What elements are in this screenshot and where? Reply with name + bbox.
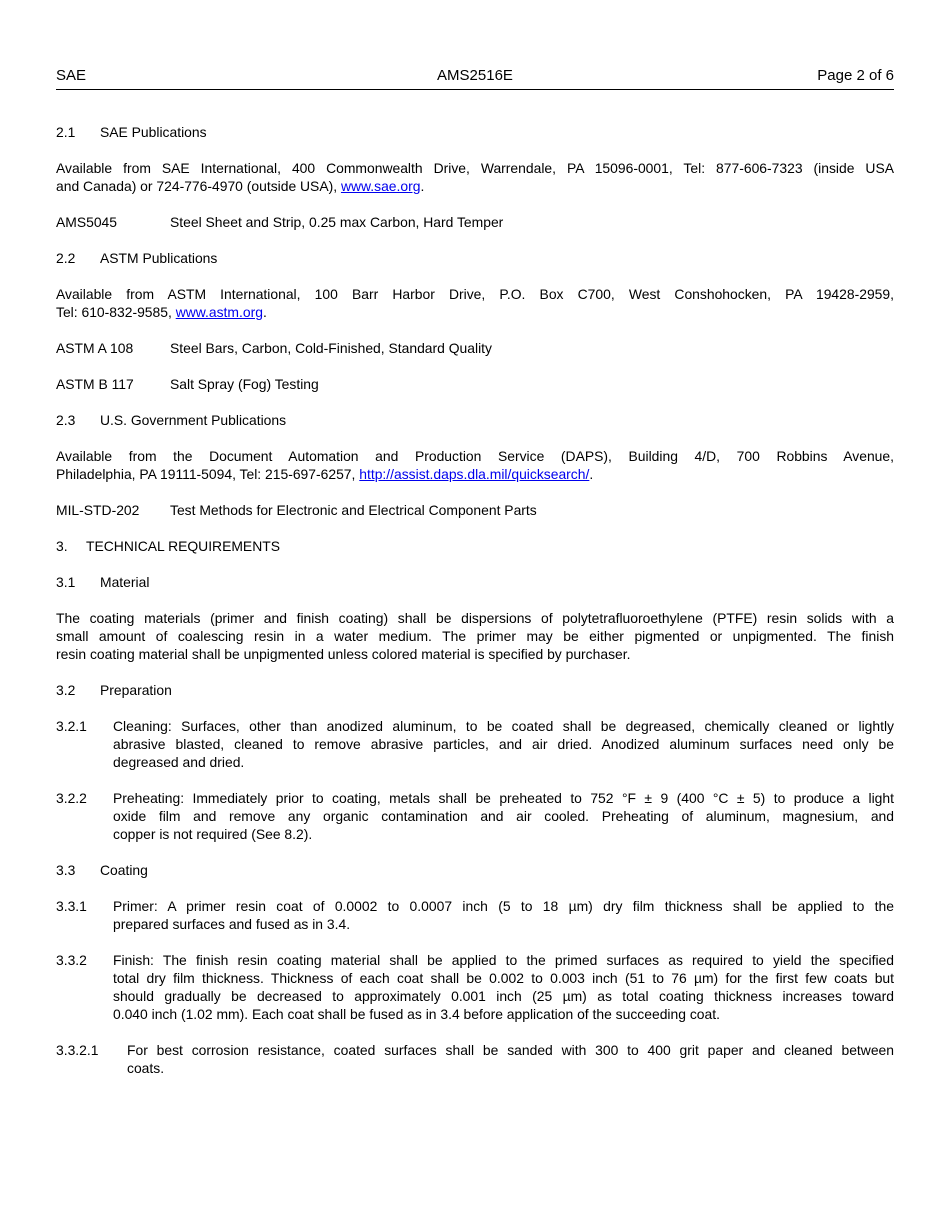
- reference-title: Steel Bars, Carbon, Cold-Finished, Standard Quality: [170, 340, 492, 356]
- numbered-clause: [56, 951, 894, 1023]
- paragraph-line: copper is not required (See 8.2).: [113, 826, 313, 842]
- reference-item: [56, 339, 894, 357]
- section-title: ASTM Publications: [100, 250, 218, 266]
- paragraph-line: small amount of coalescing resin in a water medium. The primer may be either pigmented or unpigmented. The finish: [56, 628, 894, 644]
- reference-item: [56, 501, 894, 519]
- paragraph-line: Cleaning: Surfaces, other than anodized aluminum, to be coated shall be degreased, chemically cleaned or lightly: [113, 718, 894, 734]
- section-number: 2.3: [56, 412, 76, 428]
- section-number: 3.2: [56, 682, 76, 698]
- paragraph: [56, 447, 894, 483]
- clause-number: 3.3.2.1: [56, 1042, 99, 1058]
- section-heading: [56, 861, 894, 879]
- paragraph-line: The coating materials (primer and finish coating) shall be dispersions of polytetrafluoroethylene (PTFE) resin solids with a: [56, 610, 894, 626]
- reference-title: Salt Spray (Fog) Testing: [170, 376, 319, 392]
- paragraph-line: Primer: A primer resin coat of 0.0002 to 0.0007 inch (5 to 18 µm) dry film thickness shall be applied to the: [113, 898, 894, 914]
- paragraph: [56, 609, 894, 663]
- reference-item: [56, 213, 894, 231]
- header-left-label: SAE: [56, 67, 87, 84]
- paragraph-line: Tel: 610-832-9585, www.astm.org.: [56, 304, 267, 320]
- paragraph: [56, 159, 894, 195]
- section-heading: [56, 249, 894, 267]
- section-heading: [56, 681, 894, 699]
- paragraph-line: resin coating material shall be unpigmented unless colored material is specified by purchaser.: [56, 646, 631, 662]
- paragraph-line: should gradually be decreased to approximately 0.001 inch (25 µm) as total coating thickness increases toward: [113, 988, 894, 1004]
- reference-code: ASTM A 108: [56, 340, 134, 356]
- reference-code: ASTM B 117: [56, 376, 134, 392]
- paragraph-line: total dry film thickness. Thickness of each coat shall be 0.002 to 0.003 inch (51 to 76 µm) for the first few coats but: [113, 970, 894, 986]
- paragraph-line: 0.040 inch (1.02 mm). Each coat shall be fused as in 3.4 before application of the succeeding coat.: [113, 1006, 720, 1022]
- section-title: U.S. Government Publications: [100, 412, 287, 428]
- header-page-number: Page 2 of 6: [817, 67, 894, 84]
- document-body: [56, 123, 894, 1077]
- section-heading: [56, 537, 894, 555]
- reference-title: Steel Sheet and Strip, 0.25 max Carbon, Hard Temper: [170, 214, 504, 230]
- paragraph-line: and Canada) or 724-776-4970 (outside USA), www.sae.org.: [56, 178, 425, 194]
- numbered-clause: [56, 897, 894, 933]
- numbered-clause: [56, 789, 894, 843]
- clause-number: 3.2.1: [56, 718, 87, 734]
- section-heading: [56, 573, 894, 591]
- section-title: Preparation: [100, 682, 172, 698]
- hyperlink[interactable]: http://assist.daps.dla.mil/quicksearch/: [359, 466, 590, 482]
- clause-number: 3.2.2: [56, 790, 87, 806]
- header-document-number: AMS2516E: [437, 67, 513, 84]
- paragraph-line: Available from ASTM International, 100 Barr Harbor Drive, P.O. Box C700, West Conshohocken, PA 19428-2959,: [56, 286, 894, 302]
- numbered-clause: [56, 1041, 894, 1077]
- section-heading: [56, 123, 894, 141]
- paragraph-line: Available from the Document Automation and Production Service (DAPS), Building 4/D, 700 Robbins Avenue,: [56, 448, 894, 464]
- hyperlink[interactable]: www.astm.org: [175, 304, 263, 320]
- paragraph-line: Preheating: Immediately prior to coating, metals shall be preheated to 752 °F ± 9 (400 °C ± 5) to produce a light: [113, 790, 894, 806]
- paragraph-line: coats.: [127, 1060, 165, 1076]
- paragraph-line: oxide film and remove any organic contamination and air cooled. Preheating of aluminum, magnesium, and: [113, 808, 894, 824]
- paragraph-line: abrasive blasted, cleaned to remove abrasive particles, and air dried. Anodized aluminum surfaces need only be: [113, 736, 894, 752]
- clause-number: 3.3.1: [56, 898, 87, 914]
- reference-title: Test Methods for Electronic and Electrical Component Parts: [170, 502, 537, 518]
- section-number: 3.3: [56, 862, 76, 878]
- paragraph-line: Philadelphia, PA 19111-5094, Tel: 215-697-6257, http://assist.daps.dla.mil/quicksearch/.: [56, 466, 594, 482]
- paragraph-line: prepared surfaces and fused as in 3.4.: [113, 916, 351, 932]
- paragraph-line: degreased and dried.: [113, 754, 245, 770]
- paragraph-line: For best corrosion resistance, coated surfaces shall be sanded with 300 to 400 grit paper and cleaned between: [127, 1042, 894, 1058]
- section-number: 2.1: [56, 124, 76, 140]
- section-title: Coating: [100, 862, 148, 878]
- reference-code: MIL-STD-202: [56, 502, 140, 518]
- numbered-clause: [56, 717, 894, 771]
- section-number: 3.: [56, 538, 68, 554]
- reference-item: [56, 375, 894, 393]
- section-number: 2.2: [56, 250, 76, 266]
- hyperlink[interactable]: www.sae.org: [340, 178, 421, 194]
- paragraph-line: Available from SAE International, 400 Commonwealth Drive, Warrendale, PA 15096-0001, Tel: 877-606-7323 (inside USA: [56, 160, 894, 176]
- section-title: Material: [100, 574, 150, 590]
- paragraph-line: Finish: The finish resin coating material shall be applied to the primed surfaces as required to yield the specified: [113, 952, 894, 968]
- section-heading: [56, 411, 894, 429]
- page-header: [56, 66, 894, 90]
- section-title: TECHNICAL REQUIREMENTS: [86, 538, 280, 554]
- clause-number: 3.3.2: [56, 952, 87, 968]
- section-number: 3.1: [56, 574, 76, 590]
- reference-code: AMS5045: [56, 214, 118, 230]
- paragraph: [56, 285, 894, 321]
- section-title: SAE Publications: [100, 124, 207, 140]
